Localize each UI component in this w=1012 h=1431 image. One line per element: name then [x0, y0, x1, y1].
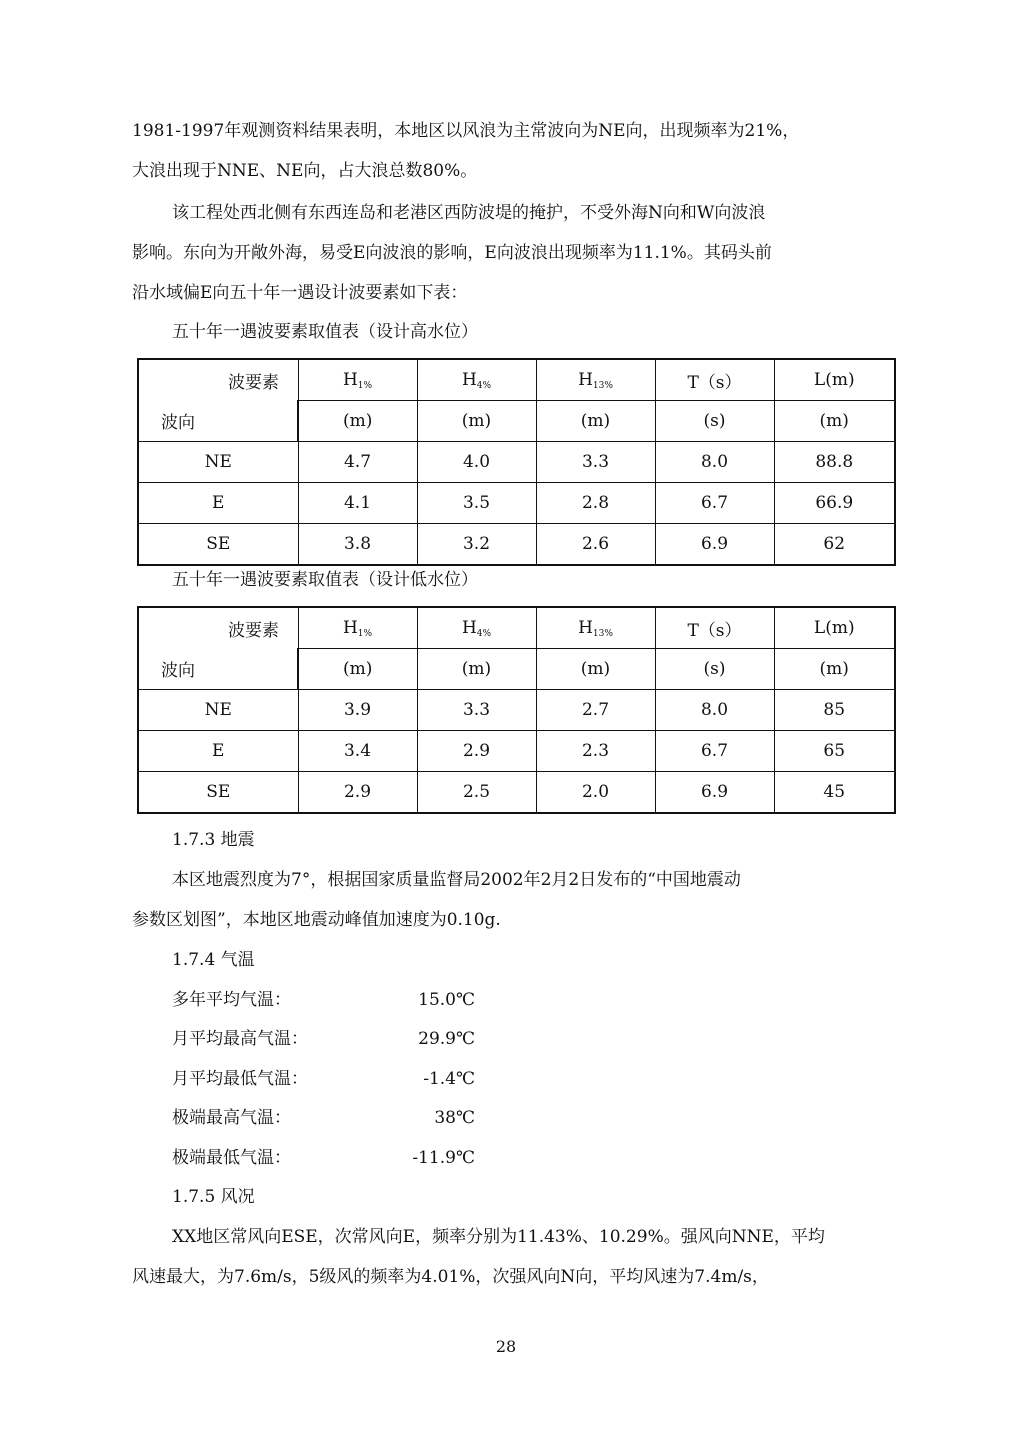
corner-cell: [138, 607, 298, 690]
table-cell: 2.7: [536, 690, 655, 731]
unit-cell: (m): [417, 649, 536, 690]
paragraph-line: 参数区划图”，本地区地震动峰值加速度为0.10g.: [132, 910, 501, 930]
unit-cell: (m): [774, 649, 895, 690]
header-cell: T（s）: [655, 607, 774, 649]
table-cell: 85: [774, 690, 895, 731]
table-cell: 8.0: [655, 442, 774, 483]
table-row: [138, 772, 895, 814]
temp-value: 15.0℃: [418, 990, 475, 1010]
table-cell: 2.5: [417, 772, 536, 814]
table-cell: 3.3: [536, 442, 655, 483]
section-heading-temperature: 1.7.4 气温: [172, 950, 255, 970]
paragraph-line: 风速最大，为7.6m/s，5级风的频率为4.01%，次强风向N向，平均风速为7.4m/s，: [132, 1267, 769, 1287]
table-cell: 3.2: [417, 524, 536, 566]
temp-value: -1.4℃: [423, 1069, 475, 1089]
table-cell: 4.0: [417, 442, 536, 483]
unit-cell: (s): [655, 401, 774, 442]
table-row: [138, 442, 895, 483]
table-header-row: [138, 607, 895, 649]
temp-label: 月平均最高气温：: [172, 1029, 308, 1049]
unit-cell: (m): [536, 401, 655, 442]
table-row: [138, 483, 895, 524]
temp-value: -11.9℃: [412, 1148, 475, 1168]
header-cell: $H_{1\%}$: [298, 607, 417, 649]
table-cell: 8.0: [655, 690, 774, 731]
section-heading-wind: 1.7.5 风况: [172, 1187, 255, 1207]
unit-cell: (m): [417, 401, 536, 442]
table-cell: 6.7: [655, 731, 774, 772]
header-cell: T（s）: [655, 359, 774, 401]
unit-cell: (m): [298, 649, 417, 690]
table-cell: 2.8: [536, 483, 655, 524]
table-cell: 6.7: [655, 483, 774, 524]
paragraph-line: 该工程处西北侧有东西连岛和老港区西防波堤的掩护，不受外海N向和W向波浪: [172, 203, 766, 223]
corner-bottom-label: 波向: [161, 413, 195, 433]
table-cell: 4.1: [298, 483, 417, 524]
corner-bottom-label: 波向: [161, 661, 195, 681]
table-cell: NE: [138, 442, 298, 483]
header-cell: L(m): [774, 359, 895, 401]
table-row: [138, 524, 895, 566]
table-cell: 2.3: [536, 731, 655, 772]
header-cell: L(m): [774, 607, 895, 649]
table-caption-low: 五十年一遇波要素取值表（设计低水位）: [172, 570, 478, 590]
table-cell: SE: [138, 772, 298, 814]
table-cell: 66.9: [774, 483, 895, 524]
table-cell: 2.9: [417, 731, 536, 772]
unit-cell: (m): [298, 401, 417, 442]
table-caption-high: 五十年一遇波要素取值表（设计高水位）: [172, 322, 478, 342]
table-cell: 3.3: [417, 690, 536, 731]
table-row: [138, 731, 895, 772]
unit-cell: (m): [774, 401, 895, 442]
header-cell: $H_{13\%}$: [536, 607, 655, 649]
paragraph-line: 本区地震烈度为7°，根据国家质量监督局2002年2月2日发布的“中国地震动: [172, 870, 741, 890]
table-cell: 3.5: [417, 483, 536, 524]
header-cell: $H_{4\%}$: [417, 607, 536, 649]
temp-label: 月平均最低气温：: [172, 1069, 308, 1089]
temp-value: 38℃: [434, 1108, 475, 1128]
paragraph-line: 沿水域偏E向五十年一遇设计波要素如下表：: [132, 283, 468, 303]
corner-top-label: 波要素: [228, 373, 279, 393]
table-cell: 3.4: [298, 731, 417, 772]
unit-cell: (s): [655, 649, 774, 690]
table-cell: NE: [138, 690, 298, 731]
table-cell: 88.8: [774, 442, 895, 483]
wave-table-low-water: [137, 606, 896, 814]
table-cell: 62: [774, 524, 895, 566]
page-number: 28: [495, 1337, 517, 1356]
table-row: [138, 690, 895, 731]
table-cell: 45: [774, 772, 895, 814]
table-cell: 6.9: [655, 772, 774, 814]
table-cell: 2.0: [536, 772, 655, 814]
table-cell: 2.6: [536, 524, 655, 566]
paragraph-line: XX地区常风向ESE，次常风向E，频率分别为11.43%、10.29%。强风向NNE，平均: [172, 1227, 825, 1247]
wave-table-high-water: [137, 358, 896, 566]
table-cell: 2.9: [298, 772, 417, 814]
table-cell: 4.7: [298, 442, 417, 483]
temp-label: 多年平均气温：: [172, 990, 291, 1010]
paragraph-line: 影响。东向为开敞外海，易受E向波浪的影响，E向波浪出现频率为11.1%。其码头前: [132, 243, 772, 263]
table-cell: 6.9: [655, 524, 774, 566]
section-heading-earthquake: 1.7.3 地震: [172, 830, 255, 850]
unit-cell: (m): [536, 649, 655, 690]
table-header-row: [138, 359, 895, 401]
table-cell: 3.9: [298, 690, 417, 731]
corner-cell: [138, 359, 298, 442]
corner-top-label: 波要素: [228, 621, 279, 641]
temp-label: 极端最高气温：: [172, 1108, 291, 1128]
table-cell: E: [138, 731, 298, 772]
table-cell: 3.8: [298, 524, 417, 566]
header-cell: $H_{1\%}$: [298, 359, 417, 401]
paragraph-line: 1981-1997年观测资料结果表明，本地区以风浪为主常波向为NE向，出现频率为21%，: [132, 121, 800, 141]
header-cell: $H_{4\%}$: [417, 359, 536, 401]
table-cell: SE: [138, 524, 298, 566]
temp-value: 29.9℃: [418, 1029, 475, 1049]
temp-label: 极端最低气温：: [172, 1148, 291, 1168]
table-cell: E: [138, 483, 298, 524]
table-cell: 65: [774, 731, 895, 772]
header-cell: $H_{13\%}$: [536, 359, 655, 401]
paragraph-line: 大浪出现于NNE、NE向，占大浪总数80%。: [132, 161, 478, 181]
